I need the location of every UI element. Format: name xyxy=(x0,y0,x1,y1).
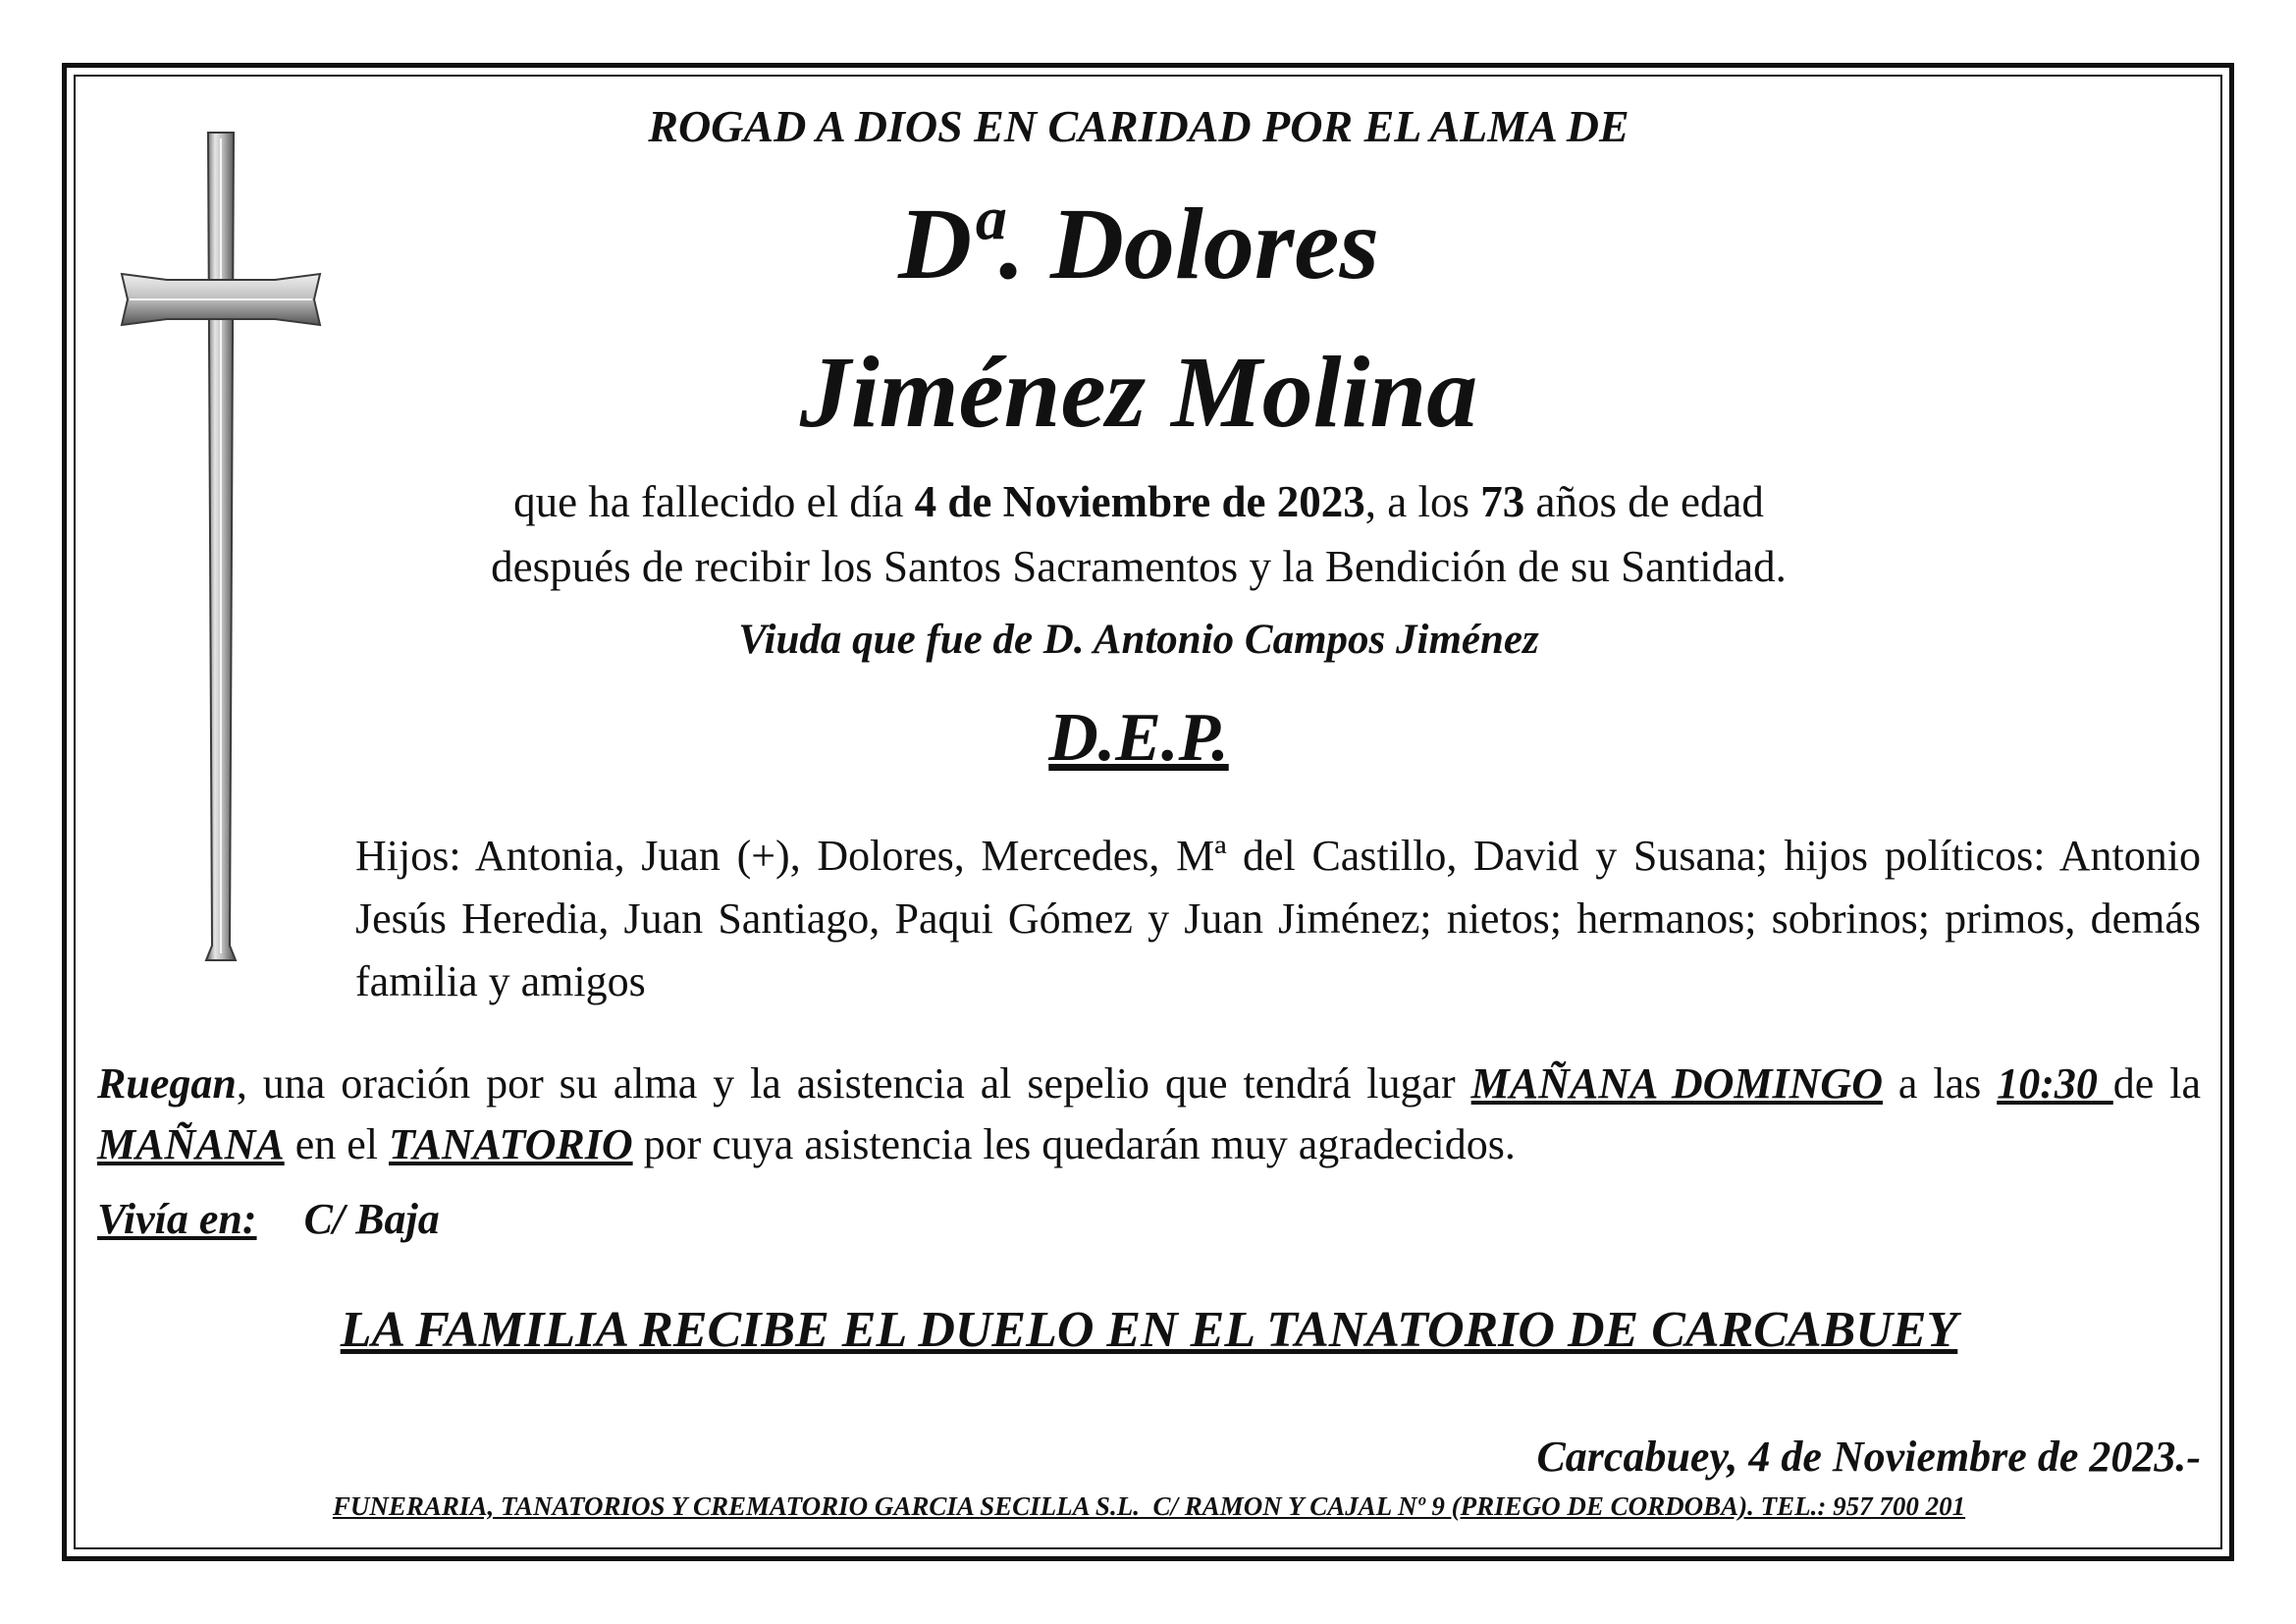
burial-place: TANATORIO xyxy=(389,1120,633,1168)
death-text: que ha fallecido el día xyxy=(513,477,915,526)
request-text: a las xyxy=(1882,1059,1998,1108)
residence-label: Vivía en: xyxy=(97,1195,257,1243)
request-text: por cuya asistencia les quedarán muy agradecidos. xyxy=(632,1120,1516,1168)
death-date: 4 de Noviembre de 2023 xyxy=(914,477,1365,526)
request-text: , una oración por su alma y la asistencia al sepelio que tendrá lugar xyxy=(236,1059,1471,1108)
burial-part-of-day: MAÑANA xyxy=(97,1120,285,1168)
place-date: Carcabuey, 4 de Noviembre de 2023.- xyxy=(1536,1433,2201,1481)
age-value: 73 xyxy=(1480,477,1525,526)
widow-of: Viuda que fue de D. Antonio Campos Jiménez xyxy=(738,617,1539,663)
death-statement xyxy=(353,475,1924,528)
burial-time: 10:30 xyxy=(1997,1059,2113,1108)
family-list: Hijos: Antonia, Juan (+), Dolores, Mercedes, Mª del Castillo, David y Susana; hijos políticos: Antonio Jesús Heredia, Juan Santiago, Paqui Gómez y Juan Jiménez; nietos; hermanos; sobrinos; primos, demás familia y amigos xyxy=(355,832,2201,1005)
request-lead: Ruegan xyxy=(97,1059,237,1108)
prayer-heading: ROGAD A DIOS EN CARIDAD POR EL ALMA DE xyxy=(648,101,1629,151)
latin-cross-icon xyxy=(118,131,324,965)
deceased-name-line2: Jiménez Molina xyxy=(799,336,1478,449)
burial-day: MAÑANA DOMINGO xyxy=(1470,1059,1883,1108)
funeral-home-footer: FUNERARIA, TANATORIOS Y CREMATORIO GARCIA SECILLA S.L. C/ RAMON Y CAJAL Nº 9 (PRIEGO DE CORDOBA). TEL.: 957 700 201 xyxy=(332,1491,1966,1521)
residence-address: C/ Baja xyxy=(303,1195,440,1243)
age-suffix: años de edad xyxy=(1524,477,1764,526)
condolences-notice: LA FAMILIA RECIBE EL DUELO EN EL TANATORIO DE CARCABUEY xyxy=(340,1302,1958,1358)
deceased-name-line1: Dª. Dolores xyxy=(898,188,1379,300)
residence xyxy=(97,1194,440,1244)
dep-mark: D.E.P. xyxy=(1048,700,1229,776)
request-text: en el xyxy=(284,1120,390,1168)
request-text: de la xyxy=(2112,1059,2201,1108)
request-paragraph xyxy=(97,1054,2201,1175)
age-text: , a los xyxy=(1364,477,1481,526)
sacraments-line: después de recibir los Santos Sacramentos y la Bendición de su Santidad. xyxy=(491,542,1787,591)
